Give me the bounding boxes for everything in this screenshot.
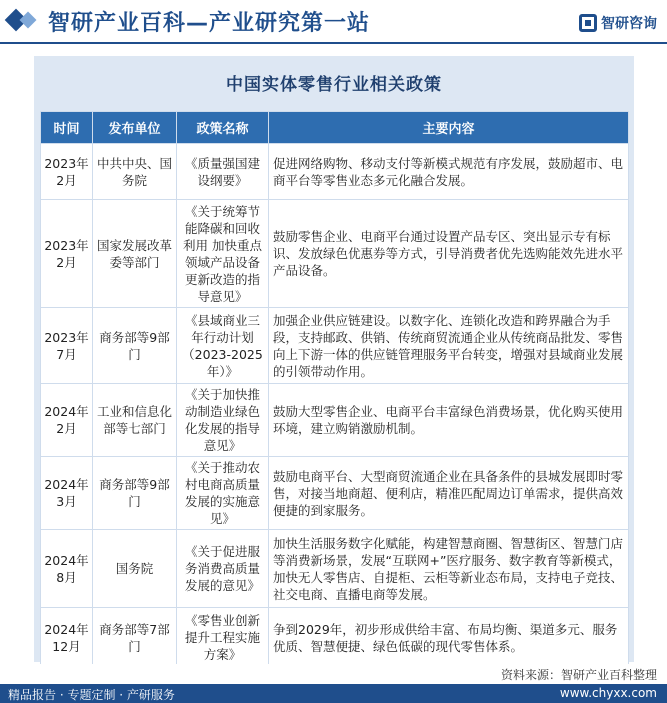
table-row <box>41 384 629 457</box>
cell-content: 加强企业供应链建设。以数字化、连锁化改造和跨界融合为手段，支持邮政、供销、传统商贸流通企业从传统商品批发、零售向上下游一体的供应链管理服务平台转变，增强对县域商业发展的引领带动作用。 <box>269 308 629 384</box>
table-row <box>41 144 629 200</box>
footer-slogan: 精品报告 · 专题定制 · 产研服务 <box>8 688 175 702</box>
cell-policy: 《关于加快推动制造业绿色化发展的指导意见》 <box>177 384 269 457</box>
policy-table <box>40 111 629 668</box>
table-header-row <box>41 112 629 144</box>
table-row <box>41 530 629 608</box>
table-row <box>41 457 629 530</box>
cell-policy: 《零售业创新提升工程实施方案》 <box>177 608 269 668</box>
footer-bar <box>0 684 667 703</box>
header-time: 时间 <box>41 112 93 144</box>
cell-unit: 工业和信息化部等七部门 <box>93 384 177 457</box>
cell-time: 2023年7月 <box>41 308 93 384</box>
policy-card <box>34 56 634 662</box>
cell-content: 促进网络购物、移动支付等新模式规范有序发展，鼓励超市、电商平台等零售业态多元化融合发展。 <box>269 144 629 200</box>
header-policy: 政策名称 <box>177 112 269 144</box>
brand-logo-icon <box>579 14 597 32</box>
cell-content: 鼓励电商平台、大型商贸流通企业在具备条件的县城发展即时零售，对接当地商超、便利店，精准匹配周边订单需求，提供高效便捷的到家服务。 <box>269 457 629 530</box>
cell-time: 2024年2月 <box>41 384 93 457</box>
cell-content: 鼓励零售企业、电商平台通过设置产品专区、突出显示专有标识、发放绿色优惠券等方式，引导消费者优先选购能效先进水平产品设备。 <box>269 200 629 308</box>
site-header <box>0 0 667 44</box>
cell-policy: 《质量强国建设纲要》 <box>177 144 269 200</box>
site-title: 智研产业百科—产业研究第一站 <box>48 11 371 36</box>
table-row <box>41 200 629 308</box>
brand-logo[interactable] <box>579 12 657 34</box>
cell-policy: 《关于促进服务消费高质量发展的意见》 <box>177 530 269 608</box>
cell-time: 2024年3月 <box>41 457 93 530</box>
header-unit: 发布单位 <box>93 112 177 144</box>
table-row <box>41 608 629 668</box>
cell-policy: 《县域商业三年行动计划（2023-2025年）》 <box>177 308 269 384</box>
cell-unit: 国务院 <box>93 530 177 608</box>
cell-unit: 商务部等9部门 <box>93 308 177 384</box>
cell-content: 争到2029年，初步形成供给丰富、布局均衡、渠道多元、服务优质、智慧便捷、绿色低碳的现代零售体系。 <box>269 608 629 668</box>
cell-time: 2024年8月 <box>41 530 93 608</box>
cell-unit: 商务部等9部门 <box>93 457 177 530</box>
cell-time: 2024年12月 <box>41 608 93 668</box>
cell-unit: 中共中央、国务院 <box>93 144 177 200</box>
cell-content: 鼓励大型零售企业、电商平台丰富绿色消费场景，优化购买使用环境，建立购销激励机制。 <box>269 384 629 457</box>
cell-unit: 国家发展改革委等部门 <box>93 200 177 308</box>
brand-name: 智研咨询 <box>601 16 657 32</box>
header-content: 主要内容 <box>269 112 629 144</box>
cell-policy: 《关于统筹节能降碳和回收利用 加快重点领域产品设备更新改造的指导意见》 <box>177 200 269 308</box>
cell-policy: 《关于推动农村电商高质量发展的实施意见》 <box>177 457 269 530</box>
page-footer <box>0 664 667 703</box>
footer-url-link[interactable]: www.chyxx.com <box>559 686 657 700</box>
table-row <box>41 308 629 384</box>
data-source: 资料来源：智研产业百科整理 <box>500 668 657 682</box>
cell-time: 2023年2月 <box>41 200 93 308</box>
cell-time: 2023年2月 <box>41 144 93 200</box>
table-title: 中国实体零售行业相关政策 <box>226 74 442 95</box>
cell-content: 加快生活服务数字化赋能，构建智慧商圈、智慧街区、智慧门店等消费新场景，发展“互联网+”医疗服务、数字教育等新模式，加快无人零售店、自提柜、云柜等新业态布局，支持电子竞技、社交电商、直播电商等发展。 <box>269 530 629 608</box>
cell-unit: 商务部等7部门 <box>93 608 177 668</box>
